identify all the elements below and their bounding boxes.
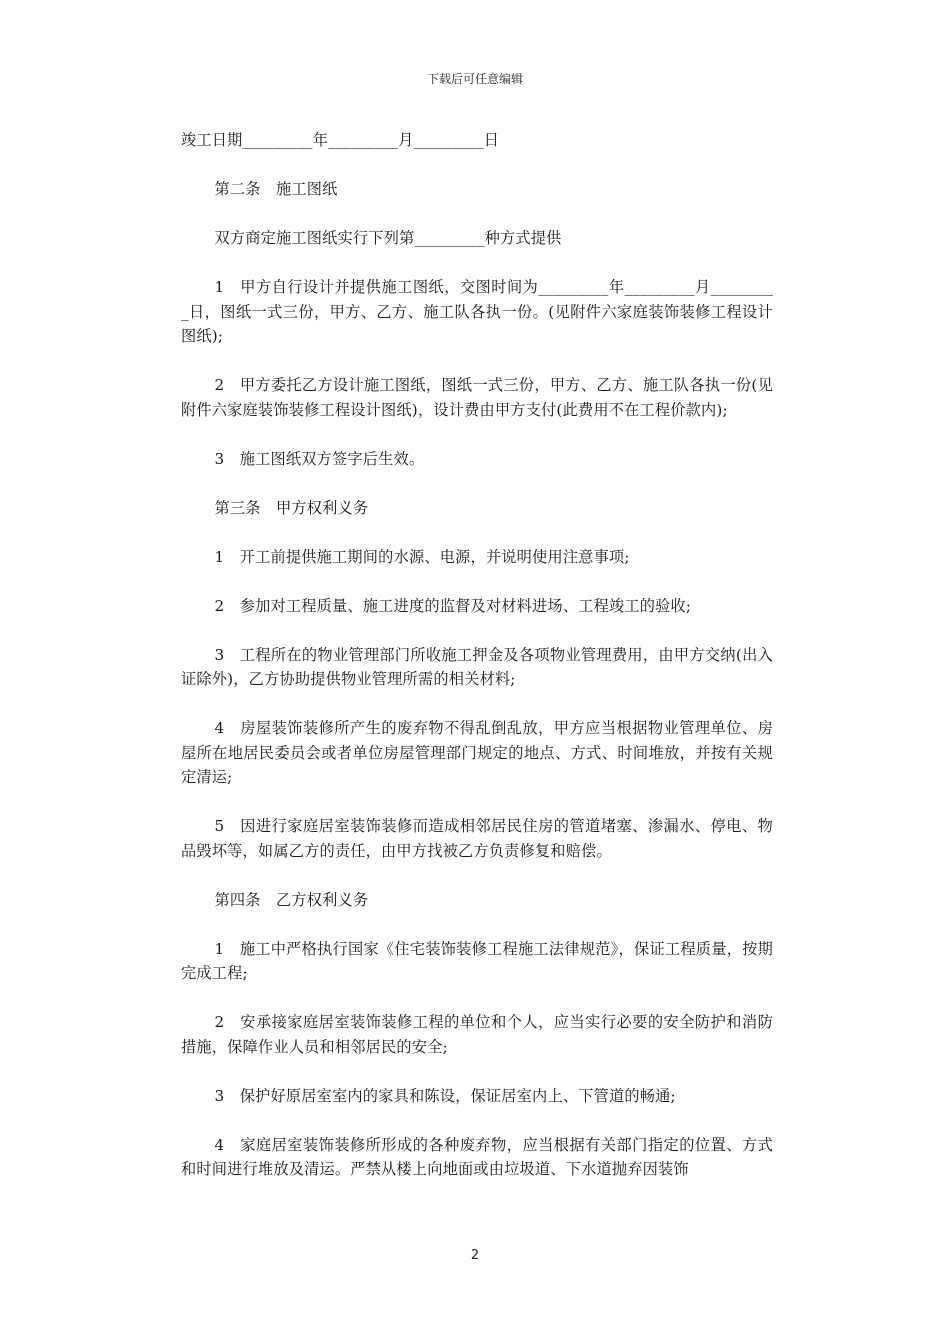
page-header: 下载后可任意编辑	[426, 72, 523, 86]
paragraph: 1 甲方自行设计并提供施工图纸，交图时间为_________年_________月_________日，图纸一式三份，甲方、乙方、施工队各执一份。(见附件六家庭装饰装修工程设计图纸);	[181, 278, 773, 345]
paragraph: 3 施工图纸双方签字后生效。	[214, 449, 425, 468]
paragraph: 3 保护好原居室室内的家具和陈设，保证居室内上、下管道的畅通;	[214, 1086, 676, 1105]
paragraph: 5 因进行家庭居室装饰装修而造成相邻居民住房的管道堵塞、渗漏水、停电、物品毁坏等，如属乙方的责任，由甲方找被乙方负责修复和赔偿。	[181, 817, 773, 860]
document-body	[181, 128, 773, 1206]
paragraph: 2 安承接家庭居室装饰装修工程的单位和个人，应当实行必要的安全防护和消防措施，保障作业人员和相邻居民的安全;	[181, 1013, 773, 1056]
paragraph: 2 参加对工程质量、施工进度的监督及对材料进场、工程竣工的验收;	[214, 596, 692, 615]
completion-date-line: 竣工日期_________年_________月_________日	[181, 131, 500, 149]
paragraph: 3 工程所在的物业管理部门所收施工押金及各项物业管理费用，由甲方交纳(出入证除外)，乙方协助提供物业管理所需的相关材料;	[181, 645, 773, 688]
article-2-heading: 第二条 施工图纸	[214, 180, 338, 198]
paragraph: 1 开工前提供施工期间的水源、电源，并说明使用注意事项;	[214, 547, 630, 566]
paragraph: 1 施工中严格执行国家《住宅装饰装修工程施工法律规范》，保证工程质量，按期完成工程;	[181, 939, 773, 982]
paragraph: 2 甲方委托乙方设计施工图纸，图纸一式三份，甲方、乙方、施工队各执一份(见附件六家庭装饰装修工程设计图纸)，设计费由甲方支付(此费用不在工程价款内);	[181, 376, 773, 419]
paragraph: 4 房屋装饰装修所产生的废弃物不得乱倒乱放，甲方应当根据物业管理单位、房屋所在地居民委员会或者单位房屋管理部门规定的地点、方式、时间堆放，并按有关规定清运;	[181, 719, 773, 786]
page-number: 2	[470, 1248, 480, 1263]
paragraph: 4 家庭居室装饰装修所形成的各种废弃物，应当根据有关部门指定的位置、方式和时间进行堆放及清运。严禁从楼上向地面或由垃圾道、下水道抛弃因装饰	[181, 1135, 773, 1178]
paragraph: 双方商定施工图纸实行下列第_________种方式提供	[214, 229, 562, 247]
article-4-heading: 第四条 乙方权利义务	[214, 890, 369, 909]
article-3-heading: 第三条 甲方权利义务	[214, 498, 369, 517]
